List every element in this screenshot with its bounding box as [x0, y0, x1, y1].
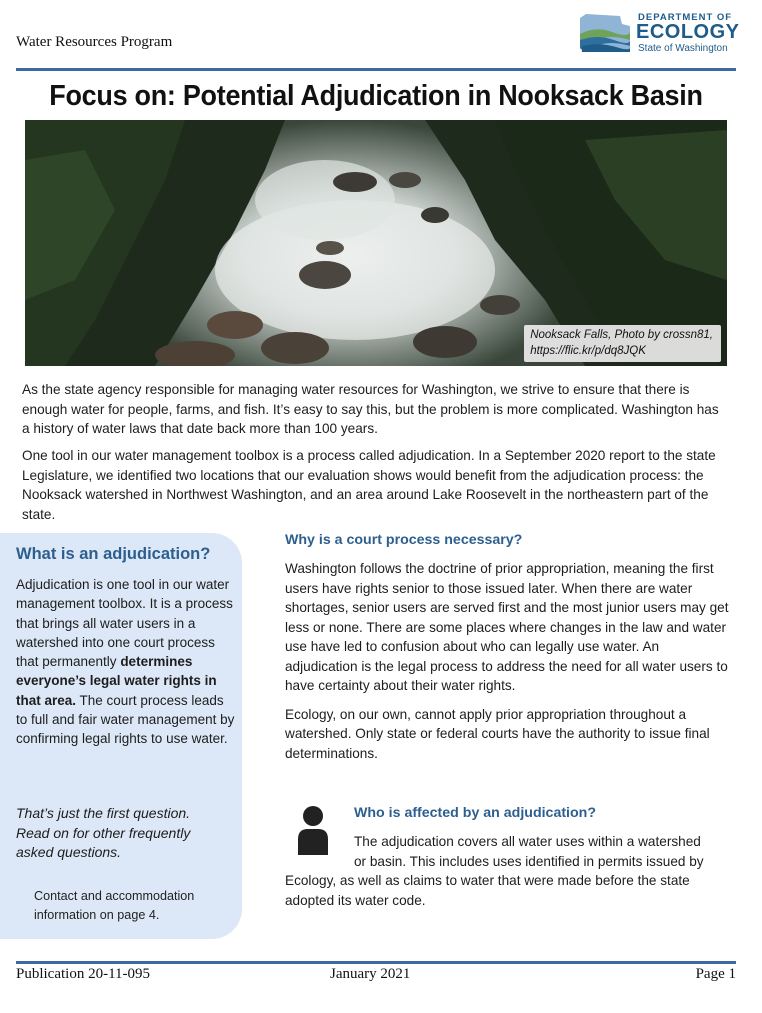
affected-line-2: or basin. This includes uses identified in permits issued by: [354, 854, 704, 869]
affected-paragraph: Ecology, as well as claims to water that were made before the state adopted its water code.: [285, 873, 690, 908]
affected-line-1: The adjudication covers all water uses within a watershed: [354, 834, 701, 849]
person-icon: [296, 805, 330, 855]
washington-state-logo-icon: [576, 12, 634, 56]
header-divider: [16, 68, 736, 71]
publication-number: Publication 20-11-095: [16, 966, 151, 982]
logo-department: DEPARTMENT OF: [638, 12, 733, 23]
sidebar-body-text-2: The court process leads to full and fair water management by confirming legal rights to use water.: [16, 692, 235, 747]
court-paragraph-1: Washington follows the doctrine of prior appropriation, meaning the first users have rights senior to those issued later. When there are water shortages, senior users are served first and the most junior users may get less or none. There are some places where changes in the law and water use have led to confusion about who can legally use water. An adjudication is the legal process to address the need for all water users to have certainty about their water rights.: [285, 561, 729, 693]
footer-divider: [16, 961, 736, 964]
caption-link[interactable]: https://flic.kr/p/dq8JQK: [530, 345, 646, 357]
program-name: Water Resources Program: [16, 34, 173, 50]
sidebar-body-bold: determines everyone’s legal water rights in that area.: [16, 654, 217, 708]
logo-state: State of Washington: [638, 43, 728, 54]
sidebar-what-is-adjudication: [0, 533, 242, 939]
intro-paragraph-1: As the state agency responsible for managing water resources for Washington, we strive to ensure that there is enough water for people, farms, and fish. It’s easy to say this, but the problem is more complicated. Washington has a history of water laws that date back more than 100 years.: [22, 382, 719, 436]
sidebar-contact-note: Contact and accommodation information on page 4.: [34, 889, 195, 922]
sidebar-read-on: That’s just the first question. Read on for other frequently asked questions.: [16, 805, 191, 860]
intro-paragraph-2: One tool in our water management toolbox is a process called adjudication. In a September 2020 report to the state Legislature, we identified two locations that our evaluation shows would benefit from the adjudication process: the Nooksack watershed in Northwest Washington, and an area around Lake Roosevelt in the northeastern part of the state.: [22, 448, 716, 522]
court-section: [285, 532, 735, 763]
court-heading: Why is a court process necessary?: [285, 532, 523, 548]
affected-heading: Who is affected by an adjudication?: [354, 805, 596, 821]
logo-ecology: ECOLOGY: [636, 21, 740, 43]
publication-date: January 2021: [330, 966, 411, 982]
sidebar-body-text-1: Adjudication is one tool in our water management toolbox. It is a process that brings all water users in a watershed into one court process that permanently: [16, 577, 233, 670]
nooksack-falls-photo: [25, 120, 727, 366]
caption-credit: Nooksack Falls, Photo by crossn81,: [530, 329, 713, 341]
court-paragraph-2: Ecology, on our own, cannot apply prior appropriation throughout a watershed. Only state or federal courts have the authority to issue final determinations.: [285, 706, 710, 761]
page-title: Focus on: Potential Adjudication in Nooksack Basin: [49, 80, 703, 112]
sidebar-heading: What is an adjudication?: [16, 545, 211, 563]
photo-caption: [524, 325, 721, 362]
sidebar-body: [16, 575, 238, 749]
ecology-logo: [576, 10, 740, 58]
page-number: Page 1: [695, 966, 736, 982]
